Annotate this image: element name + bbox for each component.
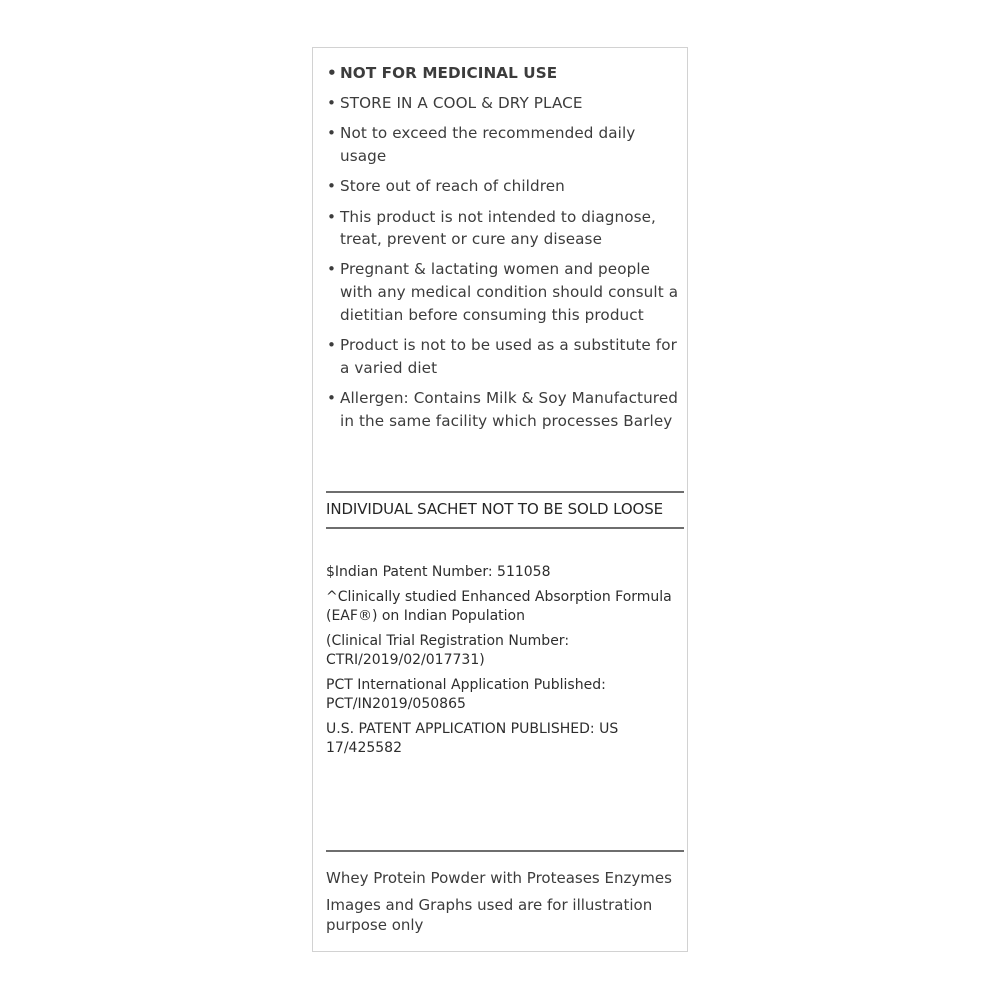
- warning-item-daily-usage: • Not to exceed the recommended daily usage: [327, 122, 679, 167]
- note-eaf: ^Clinically studied Enhanced Absorption Formula (EAF®) on Indian Population: [326, 589, 672, 624]
- note-pct: PCT International Application Published: PCT/IN2019/050865: [326, 677, 606, 712]
- divider-bottom: [326, 850, 684, 852]
- note-us-patent: U.S. PATENT APPLICATION PUBLISHED: US 17/425582: [326, 721, 619, 756]
- footer-notes: [326, 868, 686, 942]
- warning-item-substitute: • Product is not to be used as a substitute for a varied diet: [327, 334, 679, 379]
- footer-product-description: Whey Protein Powder with Proteases Enzymes: [326, 869, 672, 887]
- sachet-notice: INDIVIDUAL SACHET NOT TO BE SOLD LOOSE: [326, 500, 664, 518]
- note-indian-patent: $Indian Patent Number: 511058: [326, 564, 551, 580]
- warning-item-not-diagnose: • This product is not intended to diagnose, treat, prevent or cure any disease: [327, 206, 679, 251]
- warning-item-children: • Store out of reach of children: [327, 175, 679, 198]
- warning-item-allergen: • Allergen: Contains Milk & Soy Manufactured in the same facility which processes Barley: [327, 387, 679, 432]
- warning-item-pregnant: • Pregnant & lactating women and people with any medical condition should consult a dietitian before consuming this product: [327, 258, 679, 326]
- divider-middle: [326, 527, 684, 529]
- warning-item-storage: • STORE IN A COOL & DRY PLACE: [327, 92, 679, 115]
- warning-item-not-medicinal: • NOT FOR MEDICINAL USE: [327, 62, 679, 85]
- note-clinical-trial: (Clinical Trial Registration Number: CTRI/2019/02/017731): [326, 633, 570, 668]
- patent-notes: [326, 563, 686, 764]
- footer-illustration-disclaimer: Images and Graphs used are for illustration purpose only: [326, 896, 653, 934]
- divider-top: [326, 491, 684, 493]
- warning-list: [327, 62, 679, 440]
- label-panel: [312, 47, 688, 952]
